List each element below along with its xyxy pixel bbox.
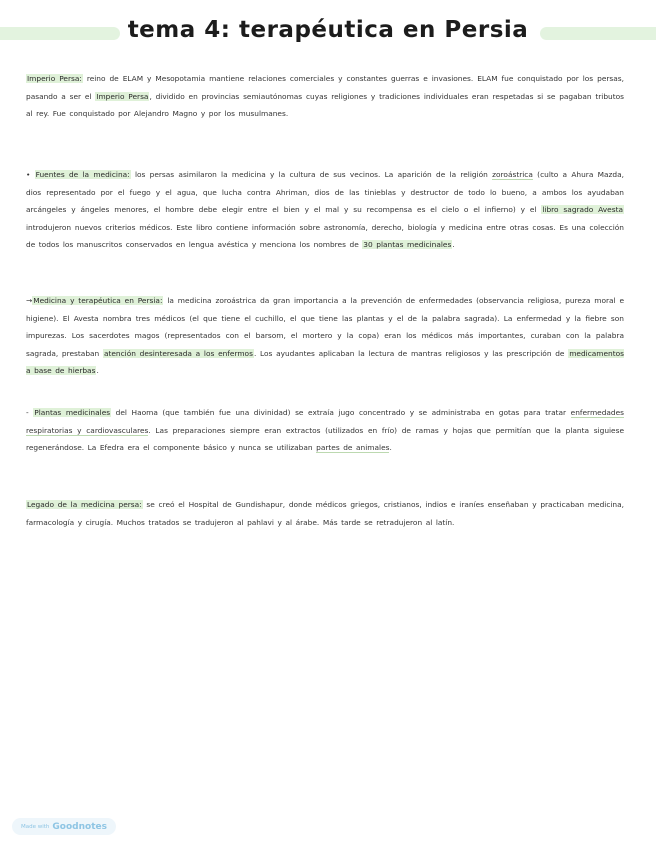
highlight-fuentes: Fuentes de la medicina: bbox=[35, 170, 130, 179]
page-title: tema 4: terapéutica en Persia bbox=[127, 17, 529, 43]
text-segment: del Haoma (que también fue una divinidad) se extraía jugo concentrado y se administraba en gotas para tratar bbox=[111, 408, 571, 417]
badge-brand-text: Goodnotes bbox=[52, 821, 107, 832]
badge-small-text: Made with bbox=[21, 823, 50, 830]
arrow-marker: → bbox=[26, 296, 33, 305]
highlight-plantas: 30 plantas medicinales bbox=[363, 240, 452, 250]
text-segment: . Las preparaciones siempre eran extractos (utilizados en frío) de ramas y hojas que permitían que la planta siguiese regenerándose. La Efedra era el componente básico y nunca se utilizaban bbox=[26, 425, 625, 453]
paragraph-imperio-persa bbox=[26, 70, 624, 123]
underline-zoroastrica: zoroástrica bbox=[492, 170, 533, 179]
text-segment: reino de ELAM y Mesopotamia mantiene relaciones comerciales y constantes guerras e invasiones. ELAM fue conquistado por los persas, pasando a ser el bbox=[26, 74, 624, 101]
text-segment: (culto a Ahura Mazda, dios representado por el fuego y el agua, que lucha contra Ahriman, dios de las tinieblas y destructor de todo lo bueno, a ambos los ayudaban arcángeles y ángeles menores, el hombre debe elegir entre el bien y el mal y su recompensa es el cielo o el infierno) y el bbox=[26, 170, 624, 215]
paragraph-fuentes bbox=[26, 166, 624, 254]
text-segment: , dividido en provincias semiautónomas cuyas religiones y tradiciones individuales eran respetadas si se pagaban tributos al rey. Fue conquistado por Alejandro Magno y por los musulmanes. bbox=[26, 91, 624, 119]
dash-marker: - bbox=[26, 408, 29, 417]
highlight-medicina-terapeutica: Medicina y terapéutica en Persia: bbox=[33, 296, 163, 305]
underline-partes-animales: partes de animales bbox=[316, 443, 390, 453]
text-segment: . bbox=[96, 366, 99, 376]
highlight-avesta: libro sagrado Avesta bbox=[542, 205, 623, 215]
highlight-medicamentos: medicamentos a base de hierbas bbox=[26, 348, 624, 376]
highlight-imperio-persa-2: Imperio Persa bbox=[96, 91, 149, 101]
text-segment: introdujeron nuevos criterios médicos. Este libro contiene información sobre astronomía, derecho, biología y medicina entre otras cosas. Es una colección de todos los manuscritos conservados en lengua avéstica y menciona los nombres de bbox=[26, 222, 624, 250]
text-segment: la medicina zoroástrica da gran importancia a la prevención de enfermedades (observancia religiosa, pureza moral e higiene). El Avesta nombra tres médicos (el que tiene el cuchillo, el que tiene las plantas y el de la palabra sagrada). La enfermedad y la fiebre son impurezas. Los sacerdotes magos (representados con el barsom, el mortero y la copa) eran los médicos más importantes, curaban con la palabra sagrada, prestaban bbox=[26, 296, 624, 358]
paragraph-medicina-terapeutica bbox=[26, 292, 624, 380]
highlight-legado: Legado de la medicina persa: bbox=[27, 500, 142, 509]
underline-enfermedades: enfermedades respiratorias y cardiovasculares bbox=[26, 408, 624, 435]
text-segment: . bbox=[389, 443, 392, 453]
text-segment: los persas asimilaron la medicina y la cultura de sus vecinos. La aparición de la religión bbox=[130, 170, 493, 179]
paragraph-plantas-medicinales bbox=[26, 404, 624, 457]
highlight-atencion: atención desinteresada a los enfermos bbox=[103, 348, 253, 358]
highlight-plantas-medicinales: Plantas medicinales bbox=[34, 408, 111, 417]
text-segment: . Los ayudantes aplicaban la lectura de mantras religiosos y las prescripción de bbox=[253, 348, 569, 358]
highlight-imperio-persa: Imperio Persa: bbox=[27, 74, 82, 83]
text-segment: se creó el Hospital de Gundishapur, donde médicos griegos, cristianos, indios e iraníes enseñaban y practicaban medicina, farmacología y cirugía. Muchos tratados se tradujeron al pahlavi y al árabe. Más tarde se retradujeron al latín. bbox=[26, 500, 624, 527]
bullet-marker: • bbox=[26, 170, 31, 179]
paragraph-legado bbox=[26, 496, 624, 531]
made-with-goodnotes-badge bbox=[12, 818, 116, 835]
text-segment: . bbox=[452, 240, 455, 250]
